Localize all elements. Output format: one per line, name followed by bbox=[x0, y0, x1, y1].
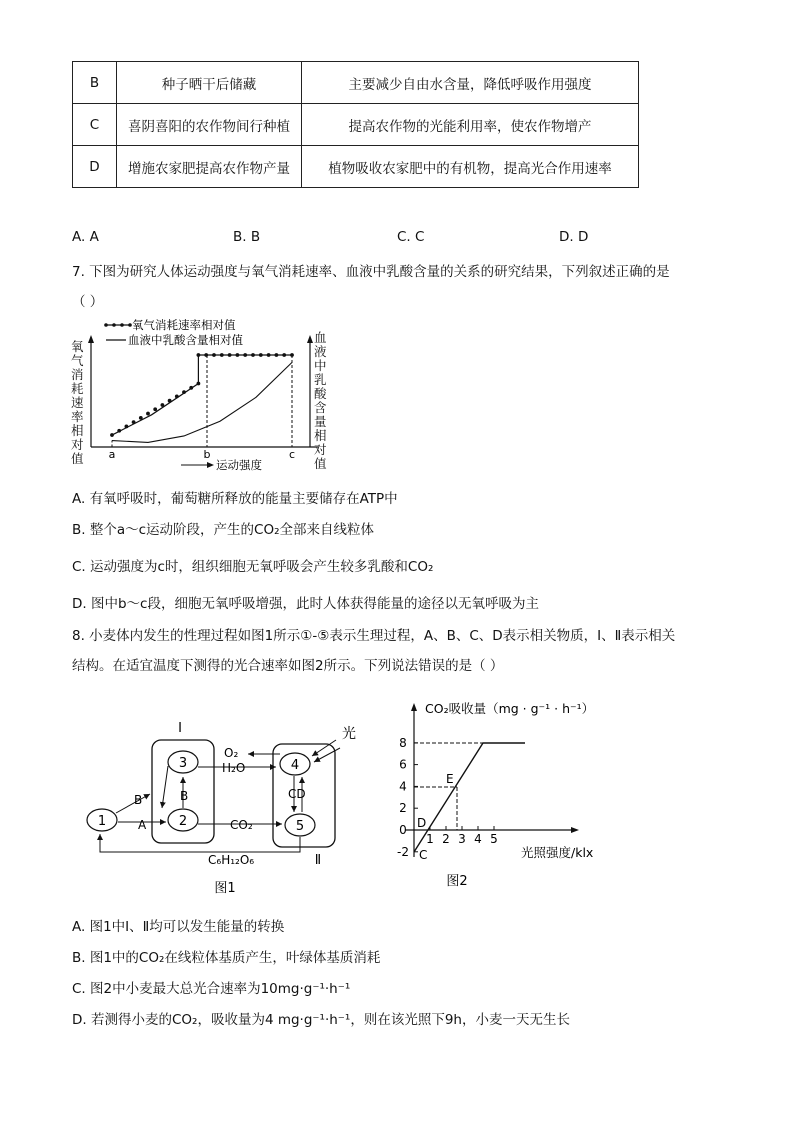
label-i: I bbox=[178, 721, 182, 736]
o2-point bbox=[204, 353, 208, 357]
fig2-x-tick: 2 bbox=[442, 832, 450, 846]
q8-stem-line2: 结构。在适宜温度下测得的光合速率如图2所示。下列说法错误的是（ ） bbox=[72, 658, 504, 674]
table-cell: 植物吸收农家肥中的有机物，提高光合作用速率 bbox=[302, 146, 639, 188]
o2-point bbox=[175, 395, 179, 399]
o2-point bbox=[197, 382, 201, 386]
q6-option-c: C. C bbox=[397, 229, 425, 245]
q7-option-d: D. 图中b～c段，细胞无氧呼吸增强，此时人体获得能量的途径以无氧呼吸为主 bbox=[72, 596, 539, 612]
label-co2: CO₂ bbox=[230, 818, 253, 832]
o2-point bbox=[146, 412, 150, 416]
q7-option-a: A. 有氧呼吸时，葡萄糖所释放的能量主要储存在ATP中 bbox=[72, 491, 398, 507]
q8-option-d: D. 若测得小麦的CO₂，吸收量为4 mg·g⁻¹·h⁻¹，则在该光照下9h，小麦一天无生长 bbox=[72, 1012, 570, 1028]
legend-lactate: 血液中乳酸含量相对值 bbox=[128, 333, 243, 347]
q7-option-b: B. 整个a～c运动阶段，产生的CO₂全部来自线粒体 bbox=[72, 522, 375, 538]
o2-point bbox=[251, 353, 255, 357]
fig2-x-label: 光照强度/klx bbox=[521, 845, 594, 860]
q7-chart bbox=[68, 315, 338, 475]
fig2-y-tick: -2 bbox=[397, 844, 409, 859]
label-b1: B bbox=[134, 793, 143, 807]
fig2-y-tick: 6 bbox=[399, 757, 407, 772]
label-a: A bbox=[138, 818, 147, 832]
o2-point bbox=[117, 429, 121, 433]
o2-point bbox=[132, 420, 136, 424]
table-cell: 主要减少自由水含量，降低呼吸作用强度 bbox=[302, 62, 639, 104]
o2-point bbox=[275, 353, 279, 357]
legend bbox=[104, 318, 243, 347]
o2-point bbox=[282, 353, 286, 357]
o2-point bbox=[220, 353, 224, 357]
table-cell: D bbox=[73, 146, 117, 188]
table-cell: B bbox=[73, 62, 117, 104]
fig1-caption: 图1 bbox=[214, 881, 236, 896]
y-axis-right-label: 血 液 中 乳 酸 含 量 相 对 值 bbox=[314, 330, 327, 471]
table-row bbox=[73, 62, 639, 104]
figure-1 bbox=[80, 712, 370, 897]
node-1: 1 bbox=[97, 814, 107, 829]
table-cell: 种子晒干后储藏 bbox=[117, 62, 302, 104]
q8-option-a: A. 图1中I、Ⅱ均可以发生能量的转换 bbox=[72, 919, 285, 935]
node-5: 5 bbox=[295, 819, 305, 834]
legend-o2: 氧气消耗速率相对值 bbox=[132, 318, 236, 332]
label-ii: Ⅱ bbox=[314, 853, 322, 868]
label-b2: B bbox=[180, 789, 189, 803]
node-3: 3 bbox=[178, 756, 188, 771]
x-axis-label: 运动强度 bbox=[216, 458, 262, 472]
fig2-caption: 图2 bbox=[446, 874, 468, 889]
o2-point bbox=[125, 425, 129, 429]
answer-table bbox=[72, 61, 639, 188]
fig2-y-tick: 8 bbox=[399, 735, 407, 750]
x-tick-b: b bbox=[203, 448, 211, 461]
o2-point bbox=[139, 416, 143, 420]
node-4: 4 bbox=[290, 758, 300, 773]
o2-point bbox=[189, 386, 193, 390]
o2-point bbox=[267, 353, 271, 357]
q6-option-d: D. D bbox=[559, 229, 589, 245]
x-tick-a: a bbox=[108, 448, 116, 461]
fig2-y-tick: 0 bbox=[399, 823, 407, 837]
y-axis-left-label: 氧 气 消 耗 速 率 相 对 值 bbox=[71, 339, 84, 466]
q7-paren: （ ） bbox=[72, 294, 104, 310]
table-cell: C bbox=[73, 104, 117, 146]
o2-point bbox=[290, 353, 294, 357]
q6-option-a: A. A bbox=[72, 229, 99, 245]
point-d: D bbox=[417, 816, 427, 830]
o2-point bbox=[236, 353, 240, 357]
fig2-y-tick: 4 bbox=[399, 779, 407, 794]
o2-point bbox=[259, 353, 263, 357]
q7-stem: 7. 下图为研究人体运动强度与氧气消耗速率、血液中乳酸含量的关系的研究结果，下列叙述正确的是 bbox=[72, 264, 670, 280]
fig2-x-ticks bbox=[426, 826, 498, 846]
o2-series bbox=[110, 353, 294, 447]
table-cell: 提高农作物的光能利用率，使农作物增产 bbox=[302, 104, 639, 146]
point-c: C bbox=[419, 848, 428, 862]
fig2-x-tick: 1 bbox=[426, 832, 434, 846]
o2-point bbox=[168, 399, 172, 403]
fig2-y-tick: 2 bbox=[399, 801, 407, 816]
o2-point bbox=[197, 353, 201, 357]
fig2-x-tick: 3 bbox=[458, 832, 466, 846]
label-cd: CD bbox=[288, 787, 306, 801]
table-cell: 喜阴喜阳的农作物间行种植 bbox=[117, 104, 302, 146]
fig2-y-label: CO₂吸收量（mg · g⁻¹ · h⁻¹） bbox=[425, 701, 595, 716]
label-h2o: H₂O bbox=[222, 761, 246, 775]
o2-point bbox=[153, 407, 157, 411]
fig2-y-ticks bbox=[397, 736, 418, 859]
figure-2 bbox=[395, 697, 645, 892]
o2-point bbox=[243, 353, 247, 357]
q8-option-c: C. 图2中小麦最大总光合速率为10mg·g⁻¹·h⁻¹ bbox=[72, 981, 351, 997]
fig2-x-tick: 4 bbox=[474, 832, 482, 846]
node-2: 2 bbox=[178, 814, 188, 829]
point-e: E bbox=[446, 772, 454, 786]
q8-stem-line1: 8. 小麦体内发生的性理过程如图1所示①-⑤表示生理过程，A、B、C、D表示相关物质，I、Ⅱ表示相关 bbox=[72, 628, 676, 644]
label-glucose: C₆H₁₂O₆ bbox=[208, 853, 255, 867]
table-row bbox=[73, 146, 639, 188]
q7-option-c: C. 运动强度为c时，组织细胞无氧呼吸会产生较多乳酸和CO₂ bbox=[72, 559, 434, 575]
label-light: 光 bbox=[342, 726, 356, 742]
label-o2: O₂ bbox=[224, 746, 239, 760]
lactate-series bbox=[112, 362, 292, 442]
q8-option-b: B. 图1中的CO₂在线粒体基质产生，叶绿体基质消耗 bbox=[72, 950, 381, 966]
o2-point bbox=[110, 433, 114, 437]
table-row bbox=[73, 104, 639, 146]
table-cell: 增施农家肥提高农作物产量 bbox=[117, 146, 302, 188]
o2-point bbox=[212, 353, 216, 357]
q6-option-b: B. B bbox=[233, 229, 261, 245]
x-tick-c: c bbox=[288, 448, 296, 461]
o2-point bbox=[182, 390, 186, 394]
o2-point bbox=[228, 353, 232, 357]
o2-point bbox=[161, 403, 165, 407]
fig2-x-tick: 5 bbox=[490, 832, 498, 846]
